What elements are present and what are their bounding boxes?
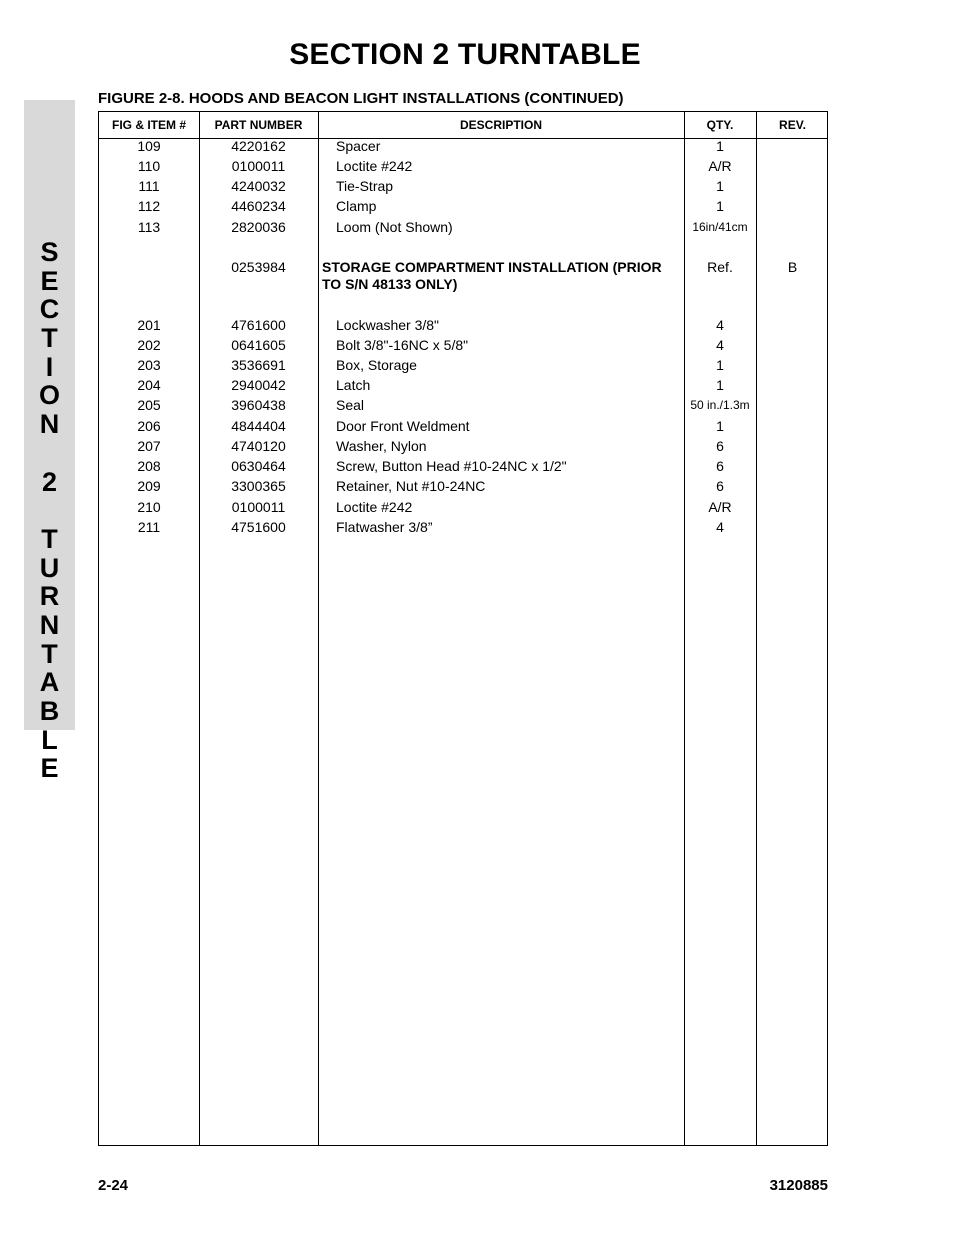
- item-number-cell: 211: [137, 519, 161, 535]
- qty-cell: 6: [716, 458, 724, 474]
- part-number-cell: 4240032: [231, 178, 286, 194]
- qty-cell: 6: [716, 478, 724, 494]
- side-tab-letter: N: [39, 409, 60, 440]
- qty-cell: 1: [716, 377, 724, 393]
- qty-cell: 1: [716, 138, 724, 154]
- page-number: 2-24: [98, 1177, 129, 1194]
- parts-table: [98, 111, 828, 1146]
- qty-cell: 6: [716, 438, 724, 454]
- side-tab-letter: O: [38, 380, 60, 411]
- side-tab-letter: I: [45, 351, 54, 382]
- item-number-cell: 206: [137, 418, 161, 434]
- side-tab-letter: R: [39, 581, 60, 612]
- section-title: SECTION 2 TURNTABLE: [289, 38, 641, 71]
- description-cell: Washer, Nylon: [336, 438, 427, 454]
- item-number-cell: 202: [137, 337, 161, 353]
- side-tab-letter: L: [41, 724, 58, 755]
- part-number-cell: 3536691: [231, 357, 286, 373]
- qty-cell: 16in/41cm: [692, 220, 748, 234]
- item-number-cell: 207: [137, 438, 161, 454]
- item-number-cell: 210: [137, 499, 161, 515]
- header-part-number: PART NUMBER: [214, 118, 303, 132]
- figure-title: FIGURE 2-8. HOODS AND BEACON LIGHT INSTALLATIONS (CONTINUED): [98, 90, 624, 107]
- side-tab-letter: B: [39, 696, 60, 726]
- description-cell: Flatwasher 3/8”: [336, 519, 433, 535]
- description-cell: Clamp: [336, 198, 377, 214]
- header-item: FIG & ITEM #: [111, 118, 186, 132]
- side-tab-letters: [24, 238, 75, 783]
- item-number-cell: 203: [137, 357, 161, 373]
- qty-cell: 4: [716, 317, 724, 333]
- description-cell: Box, Storage: [336, 357, 417, 373]
- qty-cell: 1: [716, 198, 724, 214]
- item-number-cell: 204: [137, 377, 161, 393]
- side-tab-letter: T: [41, 523, 58, 554]
- side-tab-letter: E: [40, 753, 59, 784]
- side-tab-letter: T: [41, 323, 58, 354]
- description-cell: Tie-Strap: [336, 178, 394, 194]
- item-number-cell: 209: [137, 478, 161, 494]
- item-number-cell: 110: [137, 158, 161, 174]
- part-number-cell: 3960438: [231, 397, 286, 413]
- description-cell: Spacer: [336, 138, 381, 154]
- description-cell: Latch: [336, 377, 371, 393]
- side-tab-letter: T: [41, 638, 58, 669]
- description-cell: Bolt 3/8"-16NC x 5/8": [336, 337, 469, 353]
- side-tab-letter: [24, 496, 75, 525]
- description-cell: Seal: [336, 397, 365, 413]
- part-number-cell: 4460234: [231, 198, 286, 214]
- item-number-cell: 113: [137, 219, 161, 235]
- side-tab-letter: A: [39, 667, 60, 698]
- section-side-tab: [24, 100, 75, 784]
- part-number-cell: 0641605: [231, 337, 286, 353]
- part-number-cell: 4844404: [231, 418, 286, 434]
- header-description: DESCRIPTION: [459, 118, 542, 132]
- part-number-cell: 4761600: [231, 317, 286, 333]
- column-divider: [318, 112, 319, 1145]
- item-number-cell: 208: [137, 458, 161, 474]
- item-number-cell: 201: [137, 317, 161, 333]
- description-cell: Door Front Weldment: [336, 418, 470, 434]
- qty-cell: A/R: [708, 499, 732, 515]
- part-number-cell: 2820036: [231, 219, 286, 235]
- qty-cell: 1: [716, 357, 724, 373]
- part-number-cell: 0100011: [231, 499, 286, 515]
- qty-cell: 1: [716, 418, 724, 434]
- qty-cell: A/R: [708, 158, 732, 174]
- header-qty: QTY.: [706, 118, 734, 132]
- qty-cell: Ref.: [707, 259, 733, 275]
- description-cell: Loom (Not Shown): [336, 219, 453, 235]
- side-tab-letter: C: [39, 294, 60, 325]
- side-tab-letter: U: [39, 552, 60, 583]
- part-number-cell: 0253984: [231, 259, 286, 275]
- part-number-cell: 0630464: [231, 458, 286, 474]
- document-number: 3120885: [769, 1177, 828, 1194]
- part-number-cell: 4751600: [231, 519, 286, 535]
- item-number-cell: 205: [137, 397, 161, 413]
- qty-cell: 4: [716, 337, 724, 353]
- description-cell: Screw, Button Head #10-24NC x 1/2": [336, 458, 567, 474]
- part-number-cell: 4220162: [231, 138, 286, 154]
- item-number-cell: 111: [138, 178, 160, 194]
- description-cell: Lockwasher 3/8": [336, 317, 440, 333]
- side-tab-letter: N: [39, 609, 60, 640]
- rev-cell: B: [787, 259, 798, 275]
- part-number-cell: 3300365: [231, 478, 286, 494]
- side-tab-letter: [24, 439, 75, 468]
- part-number-cell: 4740120: [231, 438, 286, 454]
- description-cell: STORAGE COMPARTMENT INSTALLATION (PRIOR TO S/N 48133 ONLY): [322, 259, 662, 292]
- header-rev: REV.: [779, 118, 806, 132]
- side-tab-letter: S: [40, 237, 59, 267]
- side-tab-letter: E: [40, 265, 59, 296]
- item-number-cell: 112: [137, 198, 161, 214]
- side-tab-letter: 2: [41, 466, 58, 497]
- item-number-cell: 109: [137, 138, 161, 154]
- qty-cell: 4: [716, 519, 724, 535]
- description-cell: Loctite #242: [336, 499, 413, 515]
- qty-cell: 50 in./1.3m: [690, 398, 750, 412]
- part-number-cell: 0100011: [231, 158, 286, 174]
- description-cell: Retainer, Nut #10-24NC: [336, 478, 486, 494]
- part-number-cell: 2940042: [231, 377, 286, 393]
- description-cell: Loctite #242: [336, 158, 413, 174]
- qty-cell: 1: [716, 178, 724, 194]
